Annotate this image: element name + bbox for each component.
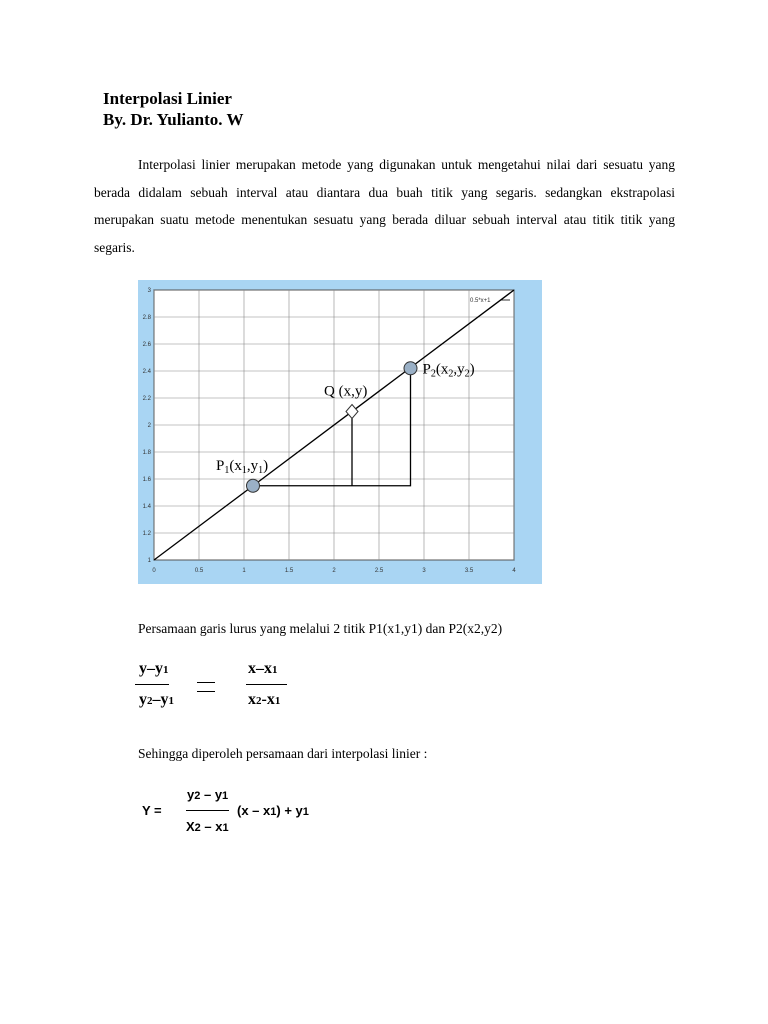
y-tick-label: 3 — [147, 288, 151, 294]
x-tick-label: 4 — [512, 568, 516, 574]
eq1-lhs-bar — [135, 684, 169, 685]
eq1-equals-top — [197, 682, 215, 683]
eq1-rhs-numerator: x–x1 — [248, 660, 278, 677]
eq2-lhs: Y = — [142, 803, 162, 818]
y-tick-label: 2.4 — [142, 369, 151, 375]
eq1-rhs-bar — [246, 684, 287, 685]
x-tick-label: 1 — [242, 568, 246, 574]
y-tick-label: 1.8 — [142, 450, 151, 456]
y-tick-label: 1 — [147, 558, 151, 564]
interpolation-chart — [138, 280, 542, 584]
y-tick-label: 1.4 — [142, 504, 151, 510]
y-tick-label: 2.8 — [142, 315, 151, 321]
point-p1-marker — [247, 479, 260, 492]
chart-svg — [138, 280, 542, 584]
y-tick-label: 2.6 — [142, 342, 151, 348]
x-tick-label: 0.5 — [194, 568, 204, 574]
label-text: ) — [263, 457, 269, 474]
x-tick-label: 2 — [332, 568, 336, 574]
eq1-equals-bottom — [197, 691, 215, 692]
y-tick-label: 2.2 — [142, 396, 151, 402]
y-tick-label: 2 — [147, 423, 151, 429]
x-tick-label: 1.5 — [284, 568, 294, 574]
eq1-lhs-numerator: y–y1 — [139, 660, 169, 677]
eq2-rest: (x – x1) + y1 — [237, 803, 309, 818]
label-subscript: 2 — [464, 368, 470, 380]
label-text: P — [422, 361, 431, 378]
label-text: (x — [435, 361, 449, 378]
label-text: ,y — [453, 361, 465, 378]
x-tick-label: 2.5 — [374, 568, 384, 574]
eq1-rhs-denominator: x2-x1 — [248, 691, 281, 708]
result-text: Sehingga diperoleh persamaan dari interpolasi linier : — [138, 746, 428, 761]
eq2-fraction-bar — [186, 810, 229, 811]
point-p2-marker — [404, 362, 417, 375]
x-tick-label: 0 — [152, 568, 156, 574]
label-subscript: 1 — [241, 464, 247, 476]
document-author: By. Dr. Yulianto. W — [103, 110, 244, 129]
y-tick-label: 1.6 — [142, 477, 151, 483]
intro-paragraph: Interpolasi linier merupakan metode yang digunakan untuk mengetahui nilai dari sesuatu yang berada didalam sebuah interval atau diantara dua buah titik yang segaris. sedangkan ekstrapolasi merupakan suatu metode menentukan sesuatu yang berada diluar sebuah interval atau titik titik yang segaris. — [94, 157, 675, 255]
label-subscript: 2 — [448, 368, 454, 380]
eq1-lhs-denominator: y2–y1 — [139, 691, 174, 708]
eq2-numerator: y2 – y1 — [187, 787, 229, 802]
y-tick-label: 1.2 — [142, 531, 151, 537]
label-subscript: 1 — [224, 464, 230, 476]
legend-label: 0.5*x+1 — [470, 298, 491, 304]
eq2-denominator: X2 – x1 — [186, 819, 229, 834]
x-tick-label: 3 — [422, 568, 426, 574]
point-q-label: Q (x,y) — [324, 383, 368, 400]
label-text: ,y — [246, 457, 259, 474]
label-text: (x — [229, 457, 242, 474]
label-subscript: 2 — [430, 368, 436, 380]
label-text: ) — [469, 361, 475, 378]
x-tick-label: 3.5 — [464, 568, 474, 574]
line-equation-text: Persamaan garis lurus yang melalui 2 titik P1(x1,y1) dan P2(x2,y2) — [138, 621, 503, 636]
label-subscript: 1 — [258, 464, 264, 476]
document-title: Interpolasi Linier — [103, 89, 232, 108]
label-text: P — [216, 457, 225, 474]
